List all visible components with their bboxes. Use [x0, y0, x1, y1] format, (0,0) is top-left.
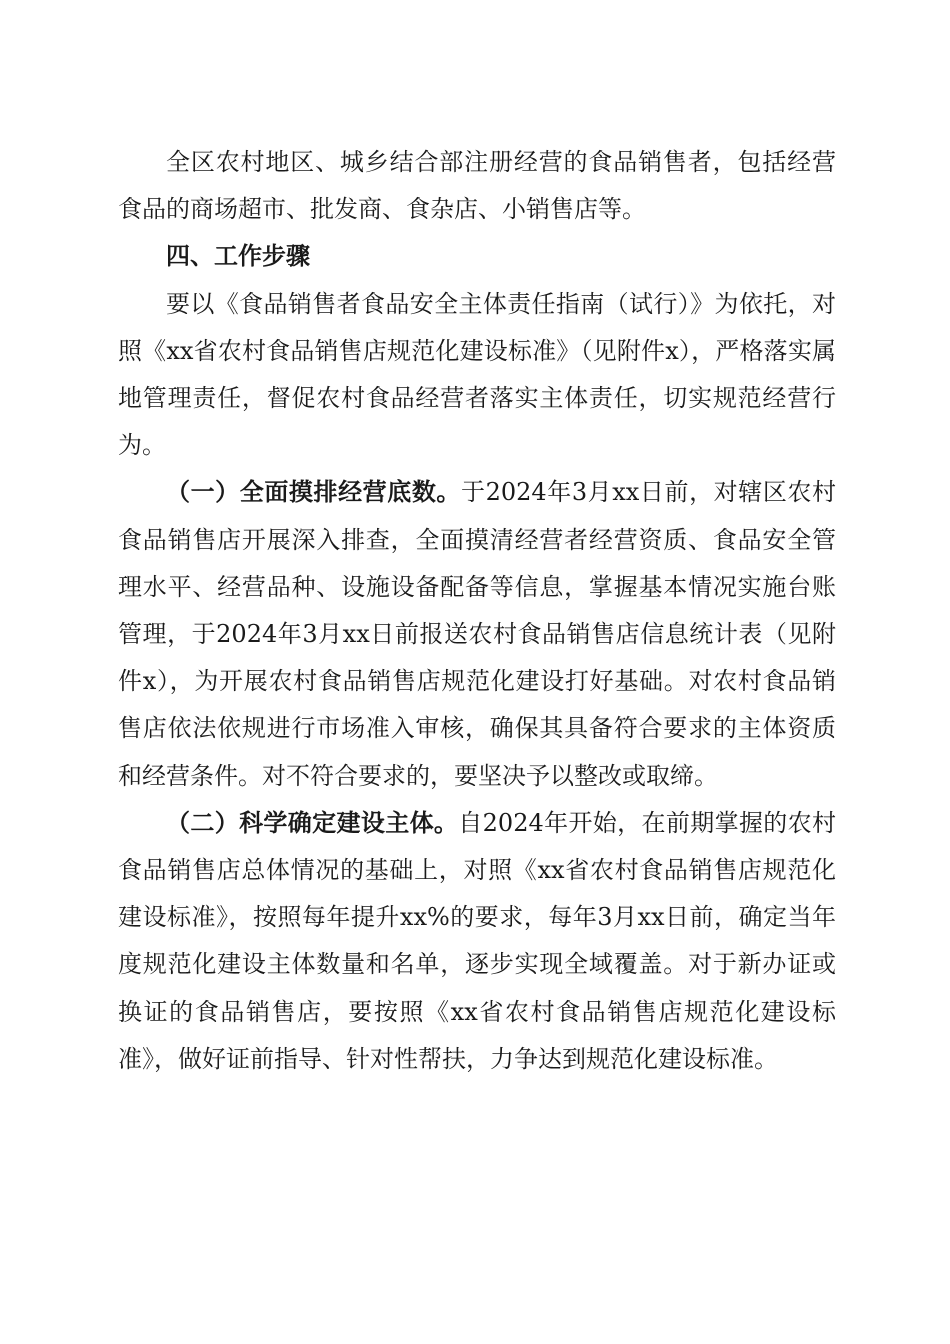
- step-1-body: 于2024年3月xx日前，对辖区农村食品销售店开展深入排查，全面摸清经营者经营资质、食品安全管理水平、经营品种、设施设备配备等信息，掌握基本情况实施台账管理，于2024年3月xx日前报送农村食品销售店信息统计表（见附件x），为开展农村食品销售店规范化建设打好基础。对农村食品销售店依法依规进行市场准入审核，确保其具备符合要求的主体资质和经营条件。对不符合要求的，要坚决予以整改或取缔。: [118, 478, 836, 790]
- step-2-title: （二）科学确定建设主体。: [166, 808, 459, 837]
- step-1-title: （一）全面摸排经营底数。: [166, 478, 461, 507]
- step-2-body: 自2024年开始，在前期掌握的农村食品销售店总体情况的基础上，对照《xx省农村食品销售店规范化建设标准》，按照每年提升xx%的要求，每年3月xx日前，确定当年度规范化建设主体数量和名单，逐步实现全域覆盖。对于新办证或换证的食品销售店，要按照《xx省农村食品销售店规范化建设标准》，做好证前指导、针对性帮扶，力争达到规范化建设标准。: [118, 808, 837, 1073]
- scope-paragraph: 全区农村地区、城乡结合部注册经营的食品销售者，包括经营食品的商场超市、批发商、食杂店、小销售店等。: [118, 148, 836, 224]
- step-1-paragraph: [118, 469, 836, 799]
- intro-paragraph: 要以《食品销售者食品安全主体责任指南（试行）》为依托，对照《xx省农村食品销售店规范化建设标准》（见附件x），严格落实属地管理责任，督促农村食品经营者落实主体责任，切实规范经营行为。: [118, 289, 836, 460]
- step-2-paragraph: [118, 800, 836, 1083]
- document-body: [118, 139, 836, 1083]
- section-heading: 四、工作步骤: [166, 242, 310, 271]
